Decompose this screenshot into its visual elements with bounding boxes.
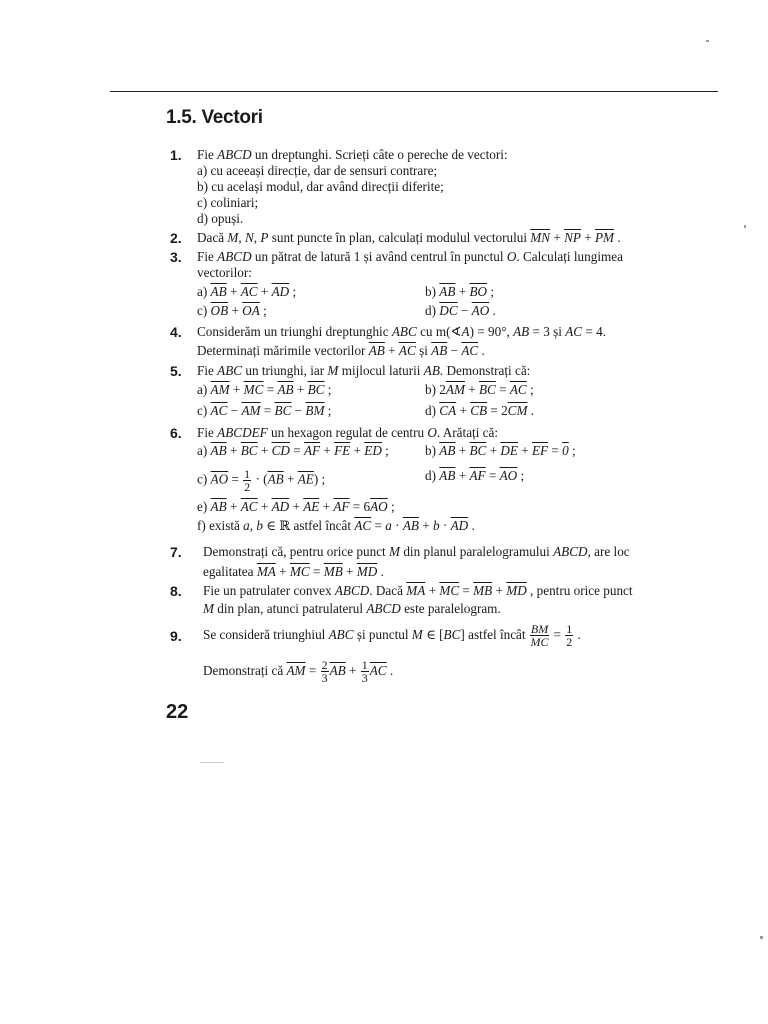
scan-speck xyxy=(200,762,224,763)
section-title: 1.5. Vectori xyxy=(166,107,263,128)
scan-speck xyxy=(744,225,746,228)
problem-text: egalitatea $\overline{MA} + \overline{MC} = \overline{MB} + \overline{MD}$ . xyxy=(203,564,384,579)
problem-text: Fie ABCDEF un hexagon regulat de centru O. Arătați că: xyxy=(197,425,499,440)
problem-number: 9. xyxy=(170,628,182,644)
problem-number: 6. xyxy=(170,425,182,441)
problem-number: 5. xyxy=(170,363,182,379)
problem-subitem: c) $\overline{AC} - \overline{AM} = \overline{BC} - \overline{BM}$ ; xyxy=(197,403,332,418)
problem-text: Dacă M, N, P sunt puncte în plan, calculați modulul vectorului $\overline{MN} + \overline{NP} + \overline{PM}$ . xyxy=(197,230,621,245)
problem-text: Fie ABC un triunghi, iar M mijlocul laturii AB. Demonstrați că: xyxy=(197,363,531,378)
problem-subitem: d) $\overline{CA} + \overline{CB} = 2\overline{CM}$ . xyxy=(425,403,535,418)
problem-subitem: a) $\overline{AB} + \overline{BC} + \overline{CD} = \overline{AF} + \overline{FE} + \overline{ED}$ ; xyxy=(197,443,389,458)
problem-text: vectorilor: xyxy=(197,265,252,280)
problem-number: 1. xyxy=(170,147,182,163)
problem-subitem: b) $2\overline{AM} + \overline{BC} = \overline{AC}$ ; xyxy=(425,382,534,397)
problem-text: Fie un patrulater convex ABCD. Dacă $\overline{MA} + \overline{MC} = \overline{MB} + \overline{MD}$ , pentru orice punct xyxy=(203,583,633,598)
problem-subitem: a) $\overline{AB} + \overline{AC} + \overline{AD}$ ; xyxy=(197,284,297,299)
problem-number: 2. xyxy=(170,230,182,246)
page-number: 22 xyxy=(166,701,189,723)
problem-subitem: d) $\overline{DC} - \overline{AO}$ . xyxy=(425,303,496,318)
problem-text: Se consideră triunghiul ABC și punctul M ∈ [BC] astfel încât $\frac{BM}{MC}$ = $\frac{1}{2}$ . xyxy=(203,622,581,650)
problem-text: Fie ABCD un pătrat de latură 1 și având centrul în punctul O. Calculați lungimea xyxy=(197,249,623,264)
problem-text: Determinați mărimile vectorilor $\overline{AB} + \overline{AC}$ și $\overline{AB} - \overline{AC}$ . xyxy=(197,343,485,358)
problem-subitem: a) $\overline{AM} + \overline{MC} = \overline{AB} + \overline{BC}$ ; xyxy=(197,382,332,397)
problem-text: Demonstrați că, pentru orice punct M din planul paralelogramului ABCD, are loc xyxy=(203,544,630,559)
problem-subitem: b) $\overline{AB} + \overline{BO}$ ; xyxy=(425,284,495,299)
problem-text: Considerăm un triunghi dreptunghic ABC cu m(∢A) = 90°, AB = 3 și AC = 4. xyxy=(197,324,606,339)
problem-subitem: b) $\overline{AB} + \overline{BC} + \overline{DE} + \overline{EF} = 0$ ; xyxy=(425,443,576,458)
problem-number: 3. xyxy=(170,249,182,265)
problem-subitem: c) coliniari; xyxy=(197,195,259,210)
problem-subitem: c) $\overline{OB} + \overline{OA}$ ; xyxy=(197,303,267,318)
problem-subitem: e) $\overline{AB} + \overline{AC} + \overline{AD} + \overline{AE} + \overline{AF} = 6\overline{AO}$ ; xyxy=(197,499,395,514)
problem-number: 4. xyxy=(170,324,182,340)
problem-text: M din plan, atunci patrulaterul ABCD este paralelogram. xyxy=(203,601,501,616)
problem-text: Demonstrați că $\overline{AM}$ = $\frac{2}{3}$ $\overline{AB}$ + $\frac{1}{3}$ $\overline{AC}$ . xyxy=(203,658,394,686)
problem-number: 8. xyxy=(170,583,182,599)
problem-subitem: a) cu aceeași direcție, dar de sensuri contrare; xyxy=(197,163,438,178)
problem-number: 7. xyxy=(170,544,182,560)
header-rule xyxy=(110,91,718,92)
scan-speck xyxy=(760,936,763,939)
problem-subitem: c) $\overline{AO}$ = $\frac{1}{2}$ · $(\overline{AB} + \overline{AE})$ ; xyxy=(197,467,326,494)
problem-subitem: b) cu același modul, dar având direcții diferite; xyxy=(197,179,444,194)
problem-subitem: d) $\overline{AB} + \overline{AF} = \overline{AO}$ ; xyxy=(425,468,525,483)
problem-subitem: d) opuși. xyxy=(197,211,244,226)
problem-text: Fie ABCD un dreptunghi. Scrieți câte o pereche de vectori: xyxy=(197,147,508,162)
problem-subitem: f) există a, b ∈ ℝ astfel încât $\overline{AC} = a \cdot \overline{AB} + b \cdot \overline{AD}$ . xyxy=(197,518,475,533)
scan-speck xyxy=(706,40,709,42)
